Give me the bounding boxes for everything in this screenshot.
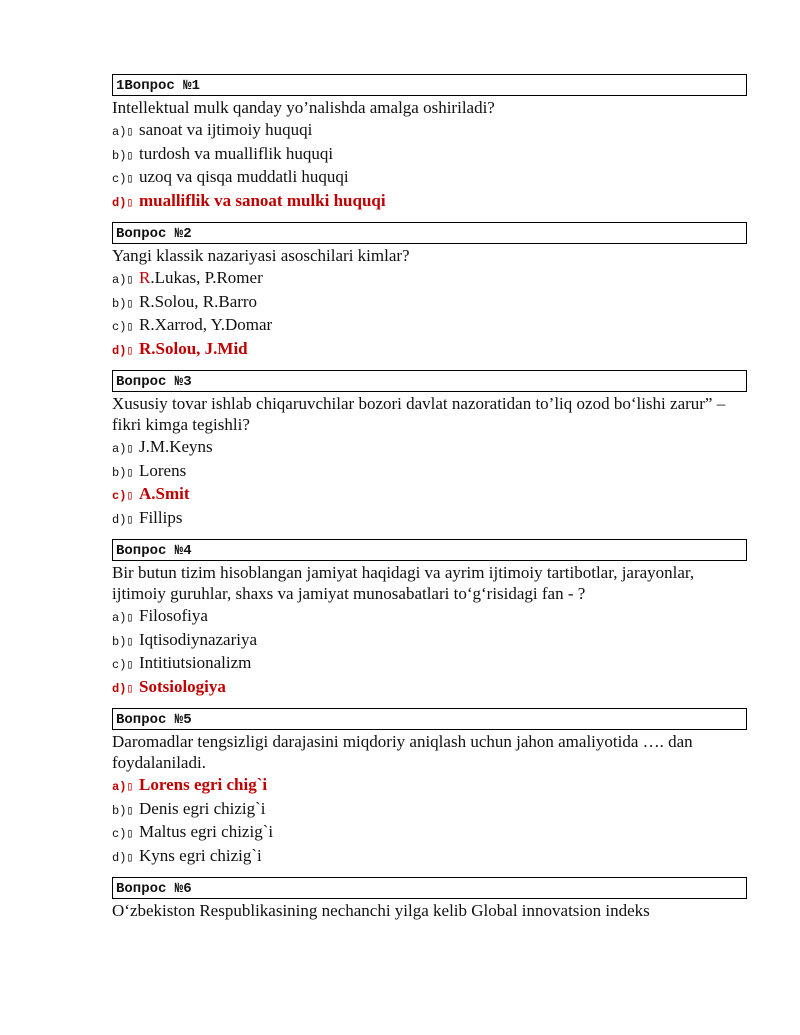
answer-option-a[interactable] [112, 435, 747, 459]
option-text-initial: R [139, 268, 151, 287]
answer-option-d-correct[interactable] [112, 675, 747, 699]
answer-option-d[interactable] [112, 506, 747, 530]
question-text: Bir butun tizim hisoblangan jamiyat haqidagi va ayrim ijtimoiy tartibotlar, jarayonlar, ijtimoiy guruhlar, shaxs va jamiyat munosabatlari to‘g‘risidagi fan - ? [112, 563, 695, 603]
question-2 [112, 222, 747, 360]
question-header: Вопрос №4 [112, 539, 747, 561]
answer-option-d-correct[interactable] [112, 337, 747, 361]
option-letter: d)▯ [112, 850, 134, 865]
question-header: Вопрос №6 [112, 877, 747, 899]
question-text: Intellektual mulk qanday yo’nalishda amalga oshiriladi? [112, 98, 495, 117]
option-letter: d)▯ [112, 195, 134, 210]
question-4 [112, 539, 747, 698]
question-header: Вопрос №2 [112, 222, 747, 244]
option-text: turdosh va mualliflik huquqi [139, 143, 334, 163]
option-text: Lorens egri chig`i [139, 775, 268, 794]
option-letter: c)▯ [112, 658, 134, 672]
question-text: Yangi klassik nazariyasi asoschilari kimlar? [112, 246, 410, 265]
option-text: R.Solou, J.Mid [139, 338, 248, 358]
option-text: Lorens [139, 460, 187, 480]
option-text: J.M.Keyns [139, 437, 213, 456]
option-letter: a)▯ [112, 442, 134, 456]
option-letter: a)▯ [112, 273, 134, 287]
answer-option-b[interactable] [112, 459, 747, 483]
option-text: Maltus egri chizig`i [139, 822, 274, 841]
question-header: Вопрос №5 [112, 708, 747, 730]
question-5 [112, 708, 747, 867]
answer-option-d-correct[interactable] [112, 189, 747, 213]
question-text: Xususiy tovar ishlab chiqaruvchilar bozori davlat nazoratidan to’liq ozod bo‘lishi zarur” – fikri kimga tegishli? [112, 394, 726, 434]
option-letter: c)▯ [112, 172, 134, 186]
option-letter: a)▯ [112, 125, 134, 139]
option-letter: a)▯ [112, 780, 134, 794]
answer-option-b[interactable] [112, 797, 747, 821]
option-text: Kyns egri chizig`i [139, 845, 262, 865]
answer-option-a[interactable] [112, 118, 747, 142]
option-letter: c)▯ [112, 827, 134, 841]
question-text: O‘zbekiston Respublikasining nechanchi yilga kelib Global innovatsion indeks [112, 901, 650, 920]
answer-option-c[interactable] [112, 165, 747, 189]
option-letter: c)▯ [112, 320, 134, 334]
question-1 [112, 74, 747, 212]
answer-option-b[interactable] [112, 142, 747, 166]
option-text: Filosofiya [139, 606, 208, 625]
option-letter: d)▯ [112, 681, 134, 696]
option-text: Intitiutsionalizm [139, 653, 252, 672]
option-text: mualliflik va sanoat mulki huquqi [139, 190, 386, 210]
option-text: Sotsiologiya [139, 676, 226, 696]
option-letter: b)▯ [112, 465, 134, 480]
question-6 [112, 877, 747, 921]
answer-option-c[interactable] [112, 651, 747, 675]
answer-option-a-correct[interactable] [112, 773, 747, 797]
answer-option-b[interactable] [112, 290, 747, 314]
option-text: Fillips [139, 507, 183, 527]
option-text [139, 266, 263, 290]
answer-option-b[interactable] [112, 628, 747, 652]
answer-option-c[interactable] [112, 820, 747, 844]
answer-option-a[interactable] [112, 266, 747, 290]
option-letter: b)▯ [112, 803, 134, 818]
option-letter: d)▯ [112, 343, 134, 358]
option-letter: b)▯ [112, 296, 134, 311]
option-text-rest: .Lukas, P.Romer [150, 268, 263, 287]
answer-option-a[interactable] [112, 604, 747, 628]
option-text: uzoq va qisqa muddatli huquqi [139, 167, 349, 186]
answer-option-c-correct[interactable] [112, 482, 747, 506]
question-text: Daromadlar tengsizligi darajasini miqdoriy aniqlash uchun jahon amaliyotida …. dan foydalaniladi. [112, 732, 693, 772]
option-letter: a)▯ [112, 611, 134, 625]
option-text: Denis egri chizig`i [139, 798, 266, 818]
option-text: sanoat va ijtimoiy huquqi [139, 120, 313, 139]
option-letter: b)▯ [112, 148, 134, 163]
option-text: R.Solou, R.Barro [139, 291, 258, 311]
option-text: A.Smit [139, 484, 190, 503]
answer-option-d[interactable] [112, 844, 747, 868]
option-text: R.Xarrod, Y.Domar [139, 315, 273, 334]
question-header: 1Вопрос №1 [112, 74, 747, 96]
option-letter: b)▯ [112, 634, 134, 649]
question-header: Вопрос №3 [112, 370, 747, 392]
question-3 [112, 370, 747, 529]
document-page [112, 74, 747, 931]
option-letter: d)▯ [112, 512, 134, 527]
option-text: Iqtisodiynazariya [139, 629, 258, 649]
answer-option-c[interactable] [112, 313, 747, 337]
option-letter: c)▯ [112, 489, 134, 503]
